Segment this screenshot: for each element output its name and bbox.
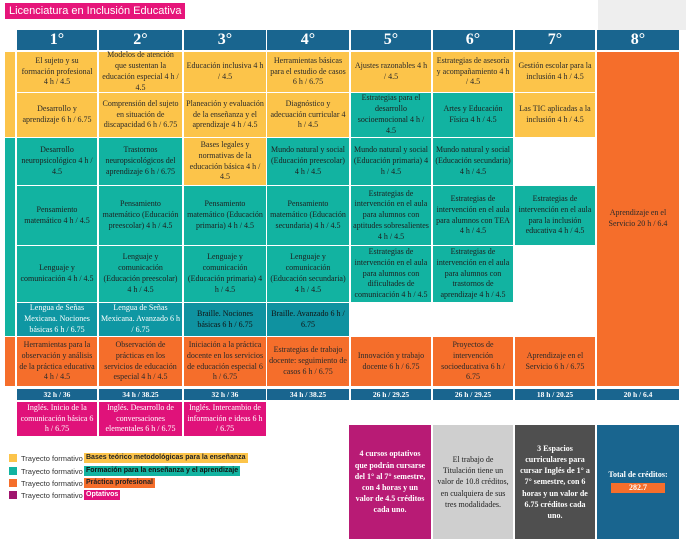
course-cell: Estrategias de intervención en el aula para alumnos con TEA 4 h / 4.5 <box>433 186 513 245</box>
legend-prefix: Trayecto formativo <box>21 467 83 476</box>
course-cell: Artes y Educación Física 4 h / 4.5 <box>433 93 513 137</box>
semester-header-3: 3° <box>184 30 266 50</box>
course-cell: Estrategias de asesoría y acompañamiento 4 h / 4.5 <box>433 52 513 92</box>
course-cell: Lenguaje y comunicación (Educación primaria) 4 h / 4.5 <box>184 246 266 302</box>
total-credits-label: Total de créditos: <box>608 470 668 479</box>
semester-header-6: 6° <box>433 30 513 50</box>
total-credits-box <box>597 425 679 539</box>
course-cell: Proyectos de intervención socioeducativa 6 h / 6.75 <box>433 337 513 386</box>
optativos-note: 4 cursos optativos que podrán cursarse del 1° al 7° semestre, con 4 horas y un valor de 4.5 créditos cada uno. <box>349 425 431 539</box>
semester-total: 32 h / 36 <box>184 389 266 400</box>
course-cell: Pensamiento matemático 4 h / 4.5 <box>17 186 97 245</box>
course-cell: Mundo natural y social (Educación secundaria) 4 h / 4.5 <box>433 138 513 185</box>
course-cell: Pensamiento matemático (Educación primaria) 4 h / 4.5 <box>184 186 266 245</box>
legend-swatch <box>9 479 17 487</box>
course-cell: Mundo natural y social (Educación preescolar) 4 h / 4.5 <box>267 138 349 185</box>
course-cell: Innovación y trabajo docente 6 h / 6.75 <box>351 337 431 386</box>
semester-header-4: 4° <box>267 30 349 50</box>
course-cell: Pensamiento matemático (Educación preescolar) 4 h / 4.5 <box>99 186 182 245</box>
course-cell: Aprendizaje en el Servicio 6 h / 6.75 <box>515 337 595 386</box>
semester-total: 26 h / 29.25 <box>433 389 513 400</box>
course-cell: Herramientas básicas para el estudio de casos 6 h / 6.75 <box>267 52 349 92</box>
semester-total: 34 h / 38.25 <box>99 389 182 400</box>
course-cell: El sujeto y su formación profesional 4 h / 4.5 <box>17 52 97 92</box>
course-cell: Las TIC aplicadas a la inclusión 4 h / 4.5 <box>515 93 595 137</box>
semester-total: 18 h / 20.25 <box>515 389 595 400</box>
course-cell: Comprensión del sujeto en situación de discapacidad 6 h / 6.75 <box>99 93 182 137</box>
course-cell: Estrategias de intervención en el aula para alumnos con aptitudes sobresalientes 4 h / 4.5 <box>351 186 431 245</box>
semester-header-2: 2° <box>99 30 182 50</box>
legend-label: Optativos <box>86 491 119 498</box>
course-cell: Lengua de Señas Mexicana. Avanzado 6 h / 6.75 <box>99 303 182 336</box>
corner-block <box>598 0 686 30</box>
course-cell: Pensamiento matemático (Educación secundaria) 4 h / 4.5 <box>267 186 349 245</box>
page-title: Licenciatura en Inclusión Educativa <box>5 3 185 19</box>
course-cell: Desarrollo neuropsicológico 4 h / 4.5 <box>17 138 97 185</box>
course-cell: Estrategias de trabajo docente: seguimiento de casos 6 h / 6.75 <box>267 337 349 386</box>
trayecto-bar-bases <box>5 52 15 137</box>
course-cell: Estrategias de intervención en el aula para alumnos con dificultades de comunicación 4 h / 4.5 <box>351 246 431 302</box>
course-cell: Estrategias para el desarrollo socioemocional 4 h / 4.5 <box>351 93 431 137</box>
legend-label: Formación para la enseñanza y el aprendizaje <box>86 467 239 474</box>
course-cell: Lengua de Señas Mexicana. Nociones básicas 6 h / 6.75 <box>17 303 97 336</box>
legend-swatch <box>9 491 17 499</box>
trayecto-bar-formacion <box>5 138 15 336</box>
titulacion-note: El trabajo de Titulación tiene un valor de 10.8 créditos, en cualquiera de sus tres modalidades. <box>433 425 513 539</box>
total-credits-value: 282.7 <box>611 483 665 493</box>
legend-prefix: Trayecto formativo <box>21 454 83 463</box>
english-course: Inglés. Desarrollo de conversaciones elementales 6 h / 6.75 <box>99 402 182 436</box>
course-cell: Braille. Avanzado 6 h / 6.75 <box>267 303 349 336</box>
course-cell: Planeación y evaluación de la enseñanza y el aprendizaje 4 h / 4.5 <box>184 93 266 137</box>
course-cell: Trastornos neuropsicológicos del aprendizaje 6 h / 6.75 <box>99 138 182 185</box>
course-cell: Iniciación a la práctica docente en los servicios de educación especial 6 h / 6.75 <box>184 337 266 386</box>
semester-header-7: 7° <box>515 30 595 50</box>
legend-label: Bases teórico metodológicas para la enseñanza <box>86 454 246 461</box>
english-course: Inglés. Inicio de la comunicación básica 6 h / 6.75 <box>17 402 97 436</box>
course-cell: Lenguaje y comunicación 4 h / 4.5 <box>17 246 97 302</box>
course-cell: Diagnóstico y adecuación curricular 4 h / 4.5 <box>267 93 349 137</box>
ingles-note: 3 Espacios curriculares para cursar Inglés de 1° a 7° semestre, con 6 horas y un valor de 6.75 créditos cada uno. <box>515 425 595 539</box>
course-cell: Mundo natural y social (Educación primaria) 4 h / 4.5 <box>351 138 431 185</box>
semester-total: 26 h / 29.25 <box>351 389 431 400</box>
course-cell: Lenguaje y comunicación (Educación secundaria) 4 h / 4.5 <box>267 246 349 302</box>
course-cell: Observación de prácticas en los servicios de educación especial 4 h / 4.5 <box>99 337 182 386</box>
course-cell: Herramientas para la observación y análisis de la práctica educativa 4 h / 4.5 <box>17 337 97 386</box>
legend-swatch <box>9 467 17 475</box>
course-cell: Aprendizaje en el Servicio 20 h / 6.4 <box>597 52 679 386</box>
semester-total: 32 h / 36 <box>17 389 97 400</box>
semester-header-1: 1° <box>17 30 97 50</box>
course-cell: Estrategias de intervención en el aula para la inclusión educativa 4 h / 4.5 <box>515 186 595 245</box>
course-cell: Gestión escolar para la inclusión 4 h / 4.5 <box>515 52 595 92</box>
legend-prefix: Trayecto formativo <box>21 479 83 488</box>
legend-swatch <box>9 454 17 462</box>
course-cell: Braille. Nociones básicas 6 h / 6.75 <box>184 303 266 336</box>
semester-total: 20 h / 6.4 <box>597 389 679 400</box>
legend-prefix: Trayecto formativo <box>21 491 83 500</box>
course-cell: Bases legales y normativas de la educación básica 4 h / 4.5 <box>184 138 266 185</box>
course-cell: Ajustes razonables 4 h / 4.5 <box>351 52 431 92</box>
semester-total: 34 h / 38.25 <box>267 389 349 400</box>
semester-header-8: 8° <box>597 30 679 50</box>
course-cell: Modelos de atención que sustentan la educación especial 4 h / 4.5 <box>99 52 182 92</box>
course-cell: Educación inclusiva 4 h / 4.5 <box>184 52 266 92</box>
trayecto-bar-practica <box>5 337 15 386</box>
legend-label: Práctica profesional <box>86 479 153 486</box>
semester-header-5: 5° <box>351 30 431 50</box>
course-cell: Desarrollo y aprendizaje 6 h / 6.75 <box>17 93 97 137</box>
course-cell: Estrategias de intervención en el aula para alumnos con trastornos de aprendizaje 4 h / 4.5 <box>433 246 513 302</box>
course-cell: Lenguaje y comunicación (Educación preescolar) 4 h / 4.5 <box>99 246 182 302</box>
english-course: Inglés. Intercambio de información e ideas 6 h / 6.75 <box>184 402 266 436</box>
